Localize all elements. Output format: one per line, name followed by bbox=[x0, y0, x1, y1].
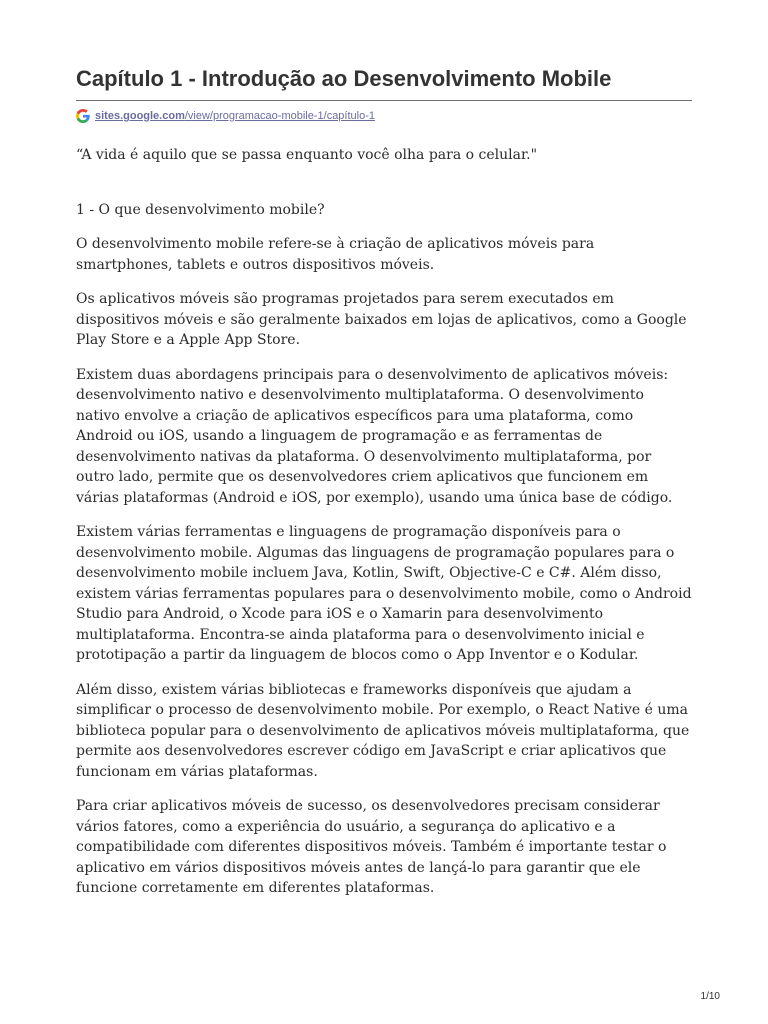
document-page bbox=[76, 64, 692, 913]
paragraph: Os aplicativos móveis são programas projetados para serem executados em dispositivos móveis e são geralmente baixados em lojas de aplicativos, como a Google Play Store e a Apple App Store. bbox=[76, 291, 687, 348]
page-title: Capítulo 1 - Introdução ao Desenvolvimento Mobile bbox=[76, 66, 612, 91]
source-path: /view/programacao-mobile-1/capítulo-1 bbox=[184, 110, 376, 122]
source-line bbox=[76, 107, 692, 125]
page-number: 1/10 bbox=[700, 991, 720, 1002]
paragraph: Existem duas abordagens principais para o desenvolvimento de aplicativos móveis: desenvolvimento nativo e desenvolvimento multiplataforma. O desenvolvimento nativo envolve a criação de aplicativos específicos para uma plataforma, como Android ou iOS, usando a linguagem de programação e as ferramentas de desenvolvimento nativas da plataforma. O desenvolvimento multiplataforma, por outro lado, permite que os desenvolvedores criem aplicativos que funcionem em várias plataformas (Android e iOS, por exemplo), usando uma única base de código. bbox=[76, 366, 673, 506]
google-g-icon bbox=[76, 109, 90, 123]
paragraph: Além disso, existem várias bibliotecas e frameworks disponíveis que ajudam a simplificar o processo de desenvolvimento mobile. Por exemplo, o React Native é uma biblioteca popular para o desenvolvimento de aplicativos móveis multiplataforma, que permite aos desenvolvedores escrever código em JavaScript e criar aplicativos que funcionam em várias plataformas. bbox=[76, 681, 690, 780]
source-url-link[interactable] bbox=[95, 110, 375, 122]
paragraph: O desenvolvimento mobile refere-se à criação de aplicativos móveis para smartphones, tablets e outros dispositivos móveis. bbox=[76, 236, 595, 273]
source-domain: sites.google.com bbox=[95, 110, 185, 122]
paragraph: Para criar aplicativos móveis de sucesso, os desenvolvedores precisam considerar vários fatores, como a experiência do usuário, a segurança do aplicativo e a compatibilidade com diferentes dispositivos móveis. Também é importante testar o aplicativo em vários dispositivos móveis antes de lançá-lo para garantir que ele funcione corretamente em diferentes plataformas. bbox=[76, 798, 667, 896]
epigraph-quote: “A vida é aquilo que se passa enquanto você olha para o celular." bbox=[76, 147, 538, 163]
section-heading: 1 - O que desenvolvimento mobile? bbox=[76, 201, 325, 218]
title-divider bbox=[76, 100, 692, 101]
document-body bbox=[76, 145, 692, 899]
paragraph: Existem várias ferramentas e linguagens de programação disponíveis para o desenvolvimento mobile. Algumas das linguagens de programação populares para o desenvolvimento mobile incluem Java, Kotlin, Swift, Objective-C e C#. Além disso, existem várias ferramentas populares para o desenvolvimento mobile, como o Android Studio para Android, o Xcode para iOS e o Xamarin para desenvolvimento multiplataforma. Encontra-se ainda plataforma para o desenvolvimento inicial e prototipação a partir da linguagem de blocos como o App Inventor e o Kodular. bbox=[76, 524, 692, 663]
